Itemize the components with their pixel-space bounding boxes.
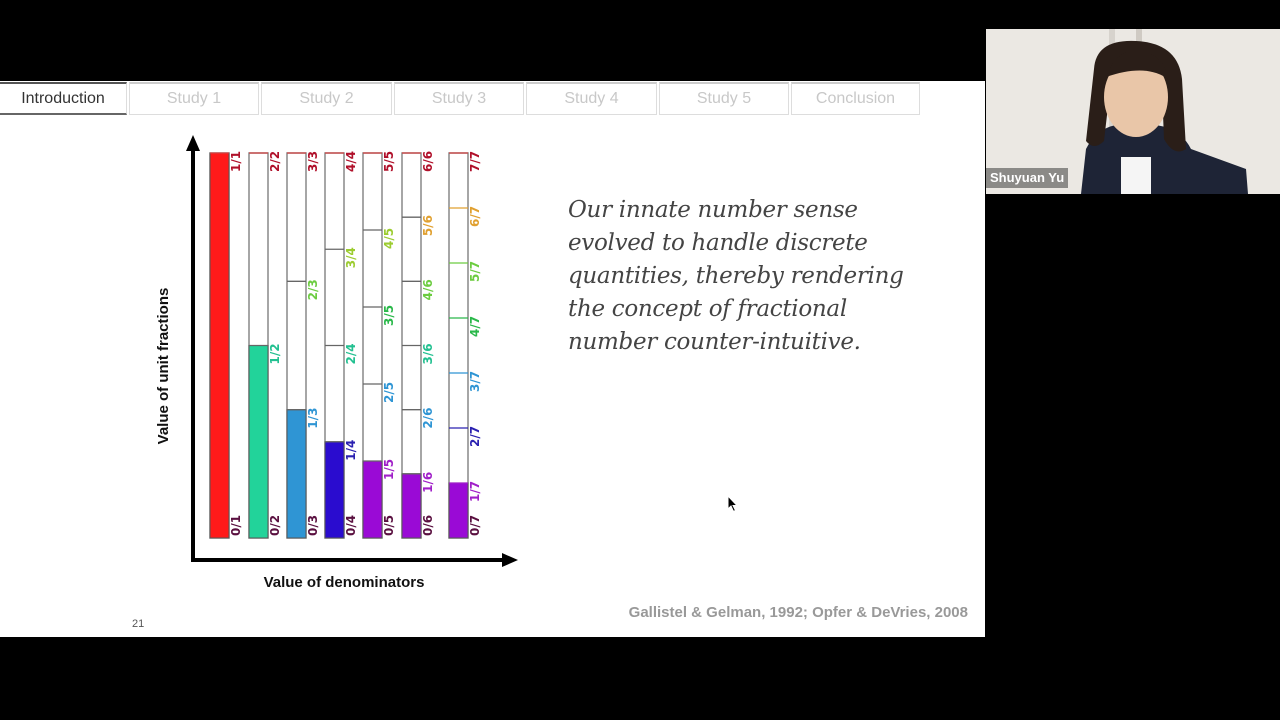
bar-group-denominator-5	[363, 151, 396, 538]
bar-unit-fraction	[249, 346, 268, 539]
bar-group-denominator-4	[325, 151, 358, 538]
fraction-label: 2/2	[268, 150, 282, 172]
tab-conclusion[interactable]: Conclusion	[791, 82, 920, 115]
fraction-label: 2/5	[382, 381, 396, 403]
tab-introduction[interactable]: Introduction	[0, 82, 127, 115]
y-axis-arrow-icon	[186, 135, 200, 151]
bar-group-denominator-2	[249, 151, 282, 538]
x-axis-arrow-icon	[502, 553, 518, 567]
fraction-label: 1/6	[421, 471, 435, 493]
bar-group-denominator-3	[287, 151, 320, 538]
participant-name-label: Shuyuan Yu	[986, 168, 1068, 188]
fraction-label: 0/2	[268, 514, 282, 536]
citation: Gallistel & Gelman, 1992; Opfer & DeVries, 2008	[628, 604, 968, 621]
fraction-label: 3/4	[344, 247, 358, 269]
fraction-label: 1/4	[344, 439, 358, 461]
bar-unit-fraction	[325, 442, 344, 538]
bar-unit-fraction	[363, 461, 382, 538]
x-axis-label: Value of denominators	[263, 574, 425, 591]
fraction-label: 2/4	[344, 343, 358, 365]
fraction-label: 1/5	[382, 458, 396, 480]
fraction-label: 2/6	[421, 407, 435, 429]
bar-unit-fraction	[210, 153, 229, 538]
fraction-label: 0/3	[306, 514, 320, 536]
fraction-label: 3/3	[306, 150, 320, 172]
tab-study-4[interactable]: Study 4	[526, 82, 657, 115]
fraction-label: 0/6	[421, 514, 435, 536]
fraction-label: 5/5	[382, 150, 396, 172]
bar-unit-fraction	[287, 410, 306, 538]
fraction-label: 0/7	[468, 514, 482, 536]
bar-group-denominator-6	[402, 151, 435, 538]
fraction-label: 1/1	[229, 150, 243, 172]
quote-text: Our innate number sense evolved to handle discrete quantities, thereby rendering the concept of fractional number counter-intuitive.	[568, 197, 904, 355]
fraction-label: 3/6	[421, 343, 435, 365]
fraction-label: 3/7	[468, 370, 482, 392]
y-axis-label: Value of unit fractions	[155, 287, 172, 445]
fraction-label: 6/7	[468, 205, 482, 227]
fraction-label: 7/7	[468, 150, 482, 172]
mouse-cursor-icon	[727, 495, 739, 513]
fraction-label: 3/5	[382, 304, 396, 326]
fraction-label: 4/4	[344, 150, 358, 172]
fraction-label: 5/6	[421, 215, 435, 237]
fraction-label: 4/6	[421, 279, 435, 301]
presentation-slide	[0, 81, 985, 637]
fraction-label: 6/6	[421, 150, 435, 172]
tab-study-2[interactable]: Study 2	[261, 82, 392, 115]
fraction-label: 1/2	[268, 343, 282, 365]
bar-group-denominator-7	[449, 151, 482, 538]
participant-video-tile[interactable]	[986, 29, 1280, 194]
fraction-label: 0/5	[382, 514, 396, 536]
fraction-label: 1/7	[468, 480, 482, 502]
fraction-label: 2/7	[468, 425, 482, 447]
fraction-label: 0/4	[344, 514, 358, 536]
tab-study-3[interactable]: Study 3	[394, 82, 524, 115]
fraction-label: 0/1	[229, 514, 243, 536]
bar-group-denominator-1	[210, 151, 243, 538]
bar-unit-fraction	[402, 474, 421, 538]
tab-study-5[interactable]: Study 5	[659, 82, 789, 115]
fraction-label: 1/3	[306, 407, 320, 429]
unit-fractions-chart	[0, 81, 560, 637]
slide-page-number: 21	[132, 618, 145, 630]
fraction-label: 5/7	[468, 260, 482, 282]
fraction-label: 4/7	[468, 315, 482, 337]
bar-unit-fraction	[449, 483, 468, 538]
fraction-label: 4/5	[382, 227, 396, 249]
tab-study-1[interactable]: Study 1	[129, 82, 259, 115]
fraction-label: 2/3	[306, 279, 320, 301]
